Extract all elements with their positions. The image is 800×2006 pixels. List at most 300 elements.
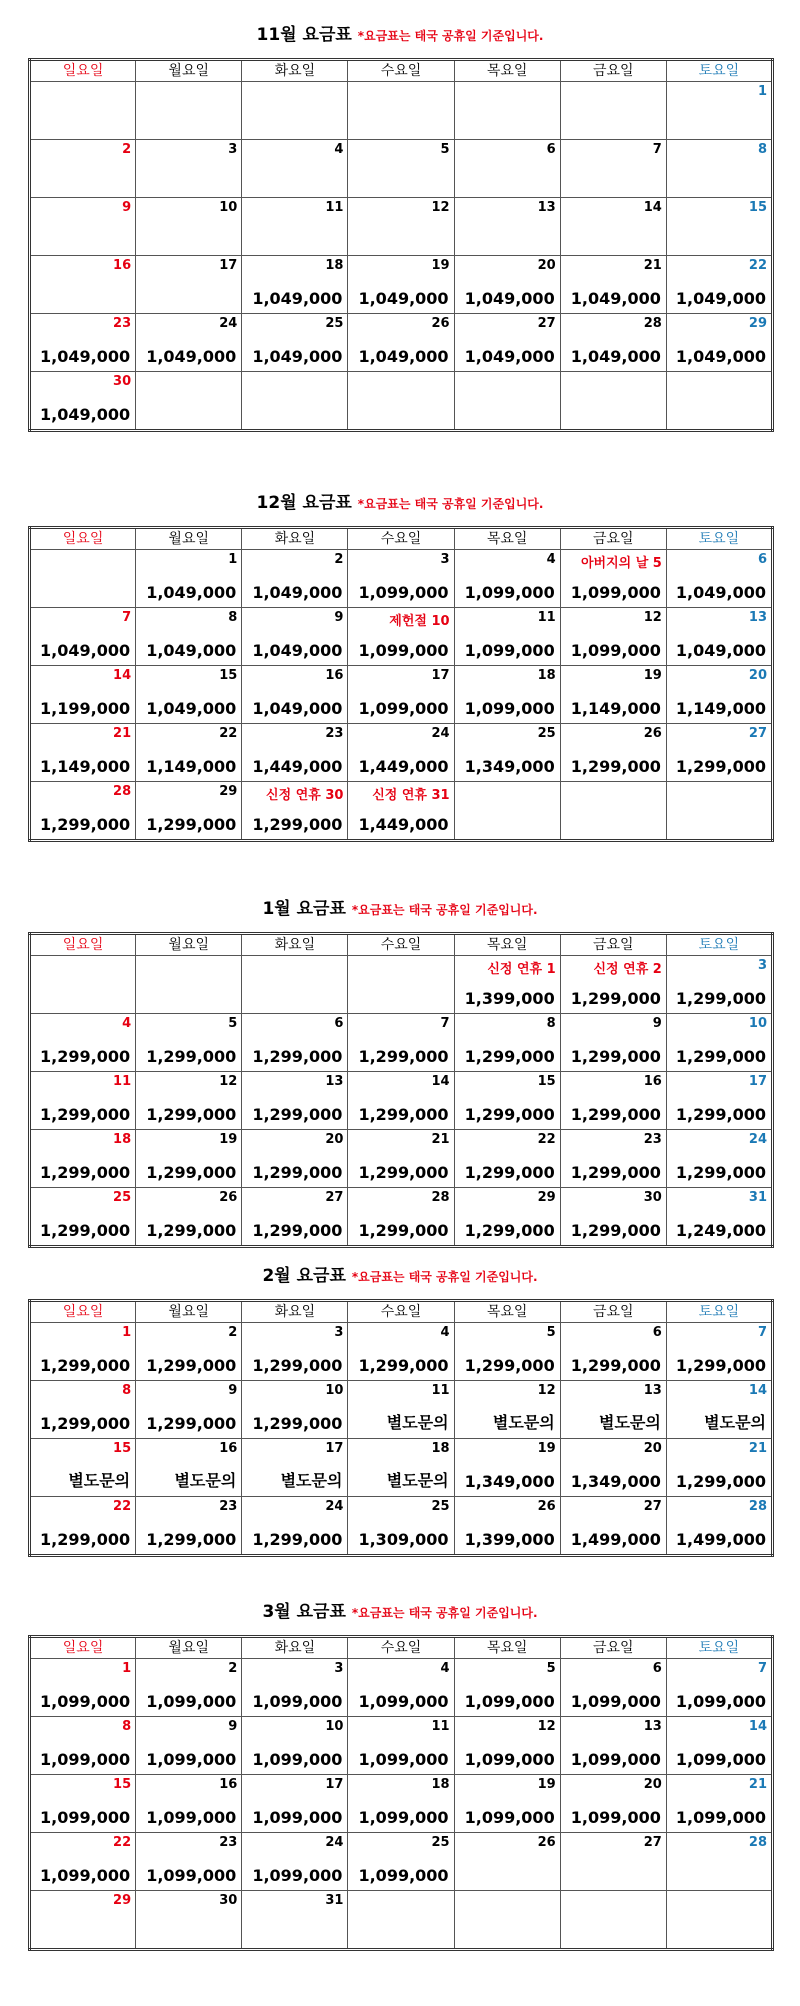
day-price: 1,049,000: [358, 347, 449, 366]
day-cell: [242, 1381, 348, 1439]
day-number: 25: [325, 316, 344, 331]
day-cell: [242, 82, 348, 140]
weekday-header: 화요일: [242, 1301, 348, 1323]
day-price: 1,049,000: [464, 347, 555, 366]
day-cell: [242, 1891, 348, 1950]
day-number: 13: [643, 1383, 662, 1398]
weekday-header: 일요일: [30, 934, 136, 956]
day-cell: [560, 140, 666, 198]
week-row: [30, 1717, 773, 1775]
day-cell: [666, 1381, 772, 1439]
day-price: 1,299,000: [252, 1163, 343, 1182]
day-number: 12: [431, 200, 450, 215]
day-price: 1,099,000: [570, 1750, 661, 1769]
day-cell: [242, 782, 348, 841]
day-cell: [666, 1717, 772, 1775]
day-cell: [560, 1381, 666, 1439]
day-number: 15: [219, 668, 238, 683]
day-number: 19: [219, 1132, 238, 1147]
week-row: [30, 314, 773, 372]
day-number: 18: [325, 258, 344, 273]
day-number: 14: [643, 200, 662, 215]
day-cell: [666, 1497, 772, 1556]
day-number: 8: [122, 1719, 132, 1734]
weekday-header: 수요일: [348, 60, 454, 82]
day-number: 12: [537, 1719, 556, 1734]
day-number: 8: [122, 1383, 132, 1398]
week-row: [30, 1891, 773, 1950]
day-number: 22: [219, 726, 238, 741]
day-number: 29: [537, 1190, 556, 1205]
day-number: 15: [748, 200, 767, 215]
day-price: 1,049,000: [252, 699, 343, 718]
day-price: 1,049,000: [146, 699, 237, 718]
day-cell: [242, 198, 348, 256]
day-price: 1,299,000: [40, 815, 131, 834]
day-cell: [136, 1130, 242, 1188]
day-price: 1,099,000: [358, 1750, 449, 1769]
day-cell: [30, 666, 136, 724]
day-price: 별도문의: [386, 1413, 449, 1432]
day-number: 5: [546, 1661, 556, 1676]
day-number: 5: [228, 1016, 238, 1031]
day-cell: [560, 1891, 666, 1950]
day-price: 1,099,000: [464, 641, 555, 660]
day-cell: [348, 372, 454, 431]
week-row: [30, 256, 773, 314]
day-number: 9: [122, 200, 132, 215]
weekday-header-row: [30, 60, 773, 82]
day-price: 1,049,000: [570, 347, 661, 366]
holiday-basis-note: *요금표는 태국 공휴일 기준입니다.: [351, 1270, 538, 1284]
day-cell: [560, 314, 666, 372]
day-number: 6: [757, 552, 767, 567]
day-number: 30: [643, 1190, 662, 1205]
day-price: 1,299,000: [570, 1105, 661, 1124]
day-price: 1,299,000: [464, 1221, 555, 1240]
day-cell: [348, 1659, 454, 1717]
day-price: 1,099,000: [464, 1750, 555, 1769]
weekday-header: 수요일: [348, 934, 454, 956]
day-price: 1,299,000: [40, 1414, 131, 1433]
day-number: 2: [228, 1661, 238, 1676]
day-price: 1,299,000: [358, 1163, 449, 1182]
weekday-header: 토요일: [666, 1301, 772, 1323]
weekday-header: 토요일: [666, 528, 772, 550]
week-row: [30, 724, 773, 782]
day-cell: [30, 140, 136, 198]
day-number: 10: [325, 1383, 344, 1398]
day-cell: [348, 1717, 454, 1775]
day-cell: [242, 1439, 348, 1497]
day-cell: [242, 1014, 348, 1072]
day-number: 4: [122, 1016, 132, 1031]
day-price: 1,049,000: [252, 347, 343, 366]
day-cell: [136, 1659, 242, 1717]
day-cell: [30, 1891, 136, 1950]
day-cell: [454, 82, 560, 140]
weekday-header: 일요일: [30, 60, 136, 82]
day-price: 1,299,000: [40, 1163, 131, 1182]
day-number: 27: [748, 726, 767, 741]
day-number: 26: [643, 726, 662, 741]
day-price: 1,099,000: [570, 641, 661, 660]
day-price: 1,099,000: [146, 1866, 237, 1885]
day-cell: [454, 1717, 560, 1775]
day-number: 17: [219, 258, 238, 273]
day-number: 22: [113, 1499, 132, 1514]
day-cell: [666, 256, 772, 314]
day-number: 7: [652, 142, 662, 157]
day-number: 18: [431, 1441, 450, 1456]
day-cell: [666, 1833, 772, 1891]
day-number: 17: [325, 1777, 344, 1792]
day-cell: [136, 256, 242, 314]
day-price: 1,499,000: [675, 1530, 766, 1549]
day-cell: [30, 1323, 136, 1381]
day-cell: [666, 956, 772, 1014]
day-price: 1,049,000: [40, 405, 131, 424]
day-cell: [454, 140, 560, 198]
price-calendar-table: [28, 932, 774, 1248]
day-cell: [136, 608, 242, 666]
day-cell: [348, 1323, 454, 1381]
day-cell: [666, 550, 772, 608]
day-cell: [666, 1659, 772, 1717]
day-price: 1,099,000: [358, 1808, 449, 1827]
day-cell: [348, 666, 454, 724]
week-row: [30, 550, 773, 608]
day-price: 1,299,000: [570, 1356, 661, 1375]
day-number: 9: [228, 1719, 238, 1734]
day-cell: [242, 1833, 348, 1891]
day-cell: [666, 372, 772, 431]
day-number: 3: [757, 958, 767, 973]
weekday-header: 월요일: [136, 934, 242, 956]
day-cell: [560, 724, 666, 782]
day-number: 16: [643, 1074, 662, 1089]
day-number: 2: [122, 142, 132, 157]
day-number: 23: [325, 726, 344, 741]
day-price: 1,099,000: [146, 1692, 237, 1711]
day-price: 1,299,000: [570, 1163, 661, 1182]
day-price: 1,449,000: [252, 757, 343, 776]
day-cell: [348, 1439, 454, 1497]
month-title: [0, 894, 800, 924]
week-row: [30, 198, 773, 256]
day-cell: [666, 82, 772, 140]
week-row: [30, 1833, 773, 1891]
day-number: 24: [325, 1499, 344, 1514]
day-cell: [666, 198, 772, 256]
week-row: [30, 1775, 773, 1833]
day-cell: [30, 1497, 136, 1556]
month-title-text: 3월 요금표: [262, 1602, 346, 1622]
day-price: 1,299,000: [675, 1105, 766, 1124]
day-number: 4: [440, 1661, 450, 1676]
day-cell: [136, 1497, 242, 1556]
day-number: 19: [431, 258, 450, 273]
day-cell: [560, 666, 666, 724]
day-number: 14: [748, 1383, 767, 1398]
day-price: 별도문의: [174, 1471, 237, 1490]
day-number: 6: [652, 1661, 662, 1676]
day-number: 11: [537, 610, 556, 625]
day-cell: [30, 724, 136, 782]
day-cell: [30, 1014, 136, 1072]
day-price: 1,299,000: [252, 1105, 343, 1124]
day-number: 13: [537, 200, 556, 215]
weekday-header: 일요일: [30, 1637, 136, 1659]
day-price: 1,349,000: [464, 1472, 555, 1491]
day-cell: [666, 1014, 772, 1072]
weekday-header: 금요일: [560, 1637, 666, 1659]
day-number: 신정 연휴 30: [266, 788, 344, 803]
day-number: 18: [113, 1132, 132, 1147]
day-price: 1,349,000: [464, 757, 555, 776]
day-cell: [242, 256, 348, 314]
day-cell: [136, 1188, 242, 1247]
day-number: 30: [113, 374, 132, 389]
day-price: 1,099,000: [252, 1866, 343, 1885]
day-number: 신정 연휴 2: [593, 962, 662, 977]
day-price: 1,299,000: [464, 1105, 555, 1124]
day-cell: [348, 1381, 454, 1439]
day-cell: [136, 1775, 242, 1833]
day-number: 24: [748, 1132, 767, 1147]
day-number: 25: [431, 1835, 450, 1850]
day-price: 1,099,000: [146, 1808, 237, 1827]
day-price: 1,299,000: [464, 1356, 555, 1375]
day-price: 1,299,000: [252, 1530, 343, 1549]
day-cell: [560, 550, 666, 608]
day-cell: [348, 782, 454, 841]
day-price: 1,299,000: [464, 1047, 555, 1066]
day-number: 30: [219, 1893, 238, 1908]
day-number: 15: [113, 1441, 132, 1456]
day-cell: [30, 1439, 136, 1497]
day-cell: [560, 198, 666, 256]
day-number: 1: [122, 1661, 132, 1676]
week-row: [30, 1130, 773, 1188]
day-cell: [136, 1323, 242, 1381]
day-cell: [242, 1188, 348, 1247]
day-cell: [242, 550, 348, 608]
holiday-basis-note: *요금표는 태국 공휴일 기준입니다.: [351, 903, 538, 917]
day-cell: [666, 1188, 772, 1247]
weekday-header: 토요일: [666, 934, 772, 956]
day-cell: [30, 1833, 136, 1891]
day-number: 3: [228, 142, 238, 157]
day-cell: [136, 1072, 242, 1130]
day-cell: [560, 1717, 666, 1775]
day-cell: [454, 1323, 560, 1381]
price-calendar-table: [28, 58, 774, 432]
day-price: 1,049,000: [146, 583, 237, 602]
day-number: 21: [748, 1777, 767, 1792]
day-cell: [560, 1072, 666, 1130]
day-price: 1,299,000: [675, 1163, 766, 1182]
day-number: 24: [219, 316, 238, 331]
weekday-header: 목요일: [454, 1301, 560, 1323]
day-cell: [348, 82, 454, 140]
day-price: 1,099,000: [40, 1750, 131, 1769]
day-price: 1,099,000: [358, 583, 449, 602]
day-price: 1,049,000: [40, 641, 131, 660]
day-number: 26: [537, 1835, 556, 1850]
day-price: 1,049,000: [146, 641, 237, 660]
weekday-header: 수요일: [348, 1637, 454, 1659]
day-cell: [454, 666, 560, 724]
day-number: 23: [113, 316, 132, 331]
day-cell: [242, 1072, 348, 1130]
day-cell: [454, 550, 560, 608]
day-number: 27: [537, 316, 556, 331]
day-number: 7: [122, 610, 132, 625]
day-price: 1,049,000: [252, 583, 343, 602]
day-number: 12: [219, 1074, 238, 1089]
day-number: 21: [748, 1441, 767, 1456]
day-cell: [348, 1072, 454, 1130]
week-row: [30, 608, 773, 666]
day-number: 2: [334, 552, 344, 567]
weekday-header: 목요일: [454, 60, 560, 82]
day-price: 1,299,000: [40, 1530, 131, 1549]
weekday-header: 일요일: [30, 1301, 136, 1323]
weekday-header: 화요일: [242, 934, 348, 956]
day-number: 신정 연휴 31: [372, 788, 450, 803]
day-number: 21: [113, 726, 132, 741]
day-cell: [454, 1130, 560, 1188]
day-number: 19: [537, 1777, 556, 1792]
weekday-header: 목요일: [454, 528, 560, 550]
day-number: 25: [113, 1190, 132, 1205]
day-price: 1,299,000: [40, 1356, 131, 1375]
day-cell: [348, 724, 454, 782]
day-cell: [136, 666, 242, 724]
day-number: 9: [652, 1016, 662, 1031]
day-price: 1,099,000: [570, 583, 661, 602]
day-price: 1,199,000: [40, 699, 131, 718]
price-calendar-table: [28, 1299, 774, 1557]
day-number: 20: [537, 258, 556, 273]
day-price: 1,099,000: [252, 1808, 343, 1827]
day-price: 1,049,000: [358, 289, 449, 308]
day-cell: [560, 372, 666, 431]
day-price: 1,349,000: [570, 1472, 661, 1491]
day-number: 3: [334, 1661, 344, 1676]
day-cell: [560, 1833, 666, 1891]
week-row: [30, 1497, 773, 1556]
day-cell: [560, 1130, 666, 1188]
day-cell: [136, 1833, 242, 1891]
day-cell: [30, 82, 136, 140]
day-cell: [666, 1775, 772, 1833]
day-cell: [136, 198, 242, 256]
day-number: 14: [431, 1074, 450, 1089]
day-cell: [30, 1381, 136, 1439]
day-cell: [136, 314, 242, 372]
day-cell: [454, 1891, 560, 1950]
weekday-header-row: [30, 528, 773, 550]
price-calendar-table: [28, 1635, 774, 1951]
day-price: 1,049,000: [40, 347, 131, 366]
week-row: [30, 956, 773, 1014]
month-title-text: 1월 요금표: [262, 899, 346, 919]
day-price: 1,099,000: [252, 1750, 343, 1769]
day-cell: [666, 1323, 772, 1381]
day-cell: [136, 1717, 242, 1775]
day-price: 1,049,000: [675, 289, 766, 308]
day-cell: [136, 82, 242, 140]
day-number: 20: [643, 1441, 662, 1456]
day-number: 1: [122, 1325, 132, 1340]
day-cell: [242, 314, 348, 372]
weekday-header: 화요일: [242, 60, 348, 82]
day-cell: [560, 1439, 666, 1497]
day-cell: [30, 256, 136, 314]
day-number: 18: [537, 668, 556, 683]
day-number: 29: [219, 784, 238, 799]
day-number: 13: [748, 610, 767, 625]
day-number: 3: [440, 552, 450, 567]
month-title: [0, 20, 800, 50]
weekday-header: 수요일: [348, 528, 454, 550]
day-price: 1,299,000: [252, 1221, 343, 1240]
week-row: [30, 782, 773, 841]
day-cell: [242, 372, 348, 431]
day-number: 22: [113, 1835, 132, 1850]
day-cell: [666, 1130, 772, 1188]
day-cell: [136, 956, 242, 1014]
day-cell: [348, 1130, 454, 1188]
day-cell: [560, 82, 666, 140]
day-price: 1,099,000: [570, 1692, 661, 1711]
day-cell: [666, 608, 772, 666]
day-cell: [30, 1659, 136, 1717]
day-cell: [454, 1775, 560, 1833]
day-price: 1,249,000: [675, 1221, 766, 1240]
day-price: 1,099,000: [358, 1866, 449, 1885]
day-price: 1,309,000: [358, 1530, 449, 1549]
day-number: 17: [325, 1441, 344, 1456]
day-cell: [242, 956, 348, 1014]
day-number: 26: [537, 1499, 556, 1514]
day-number: 7: [440, 1016, 450, 1031]
day-cell: [30, 1717, 136, 1775]
day-price: 1,299,000: [675, 1356, 766, 1375]
day-number: 4: [546, 552, 556, 567]
week-row: [30, 1659, 773, 1717]
month-title: [0, 1261, 800, 1291]
day-number: 27: [643, 1499, 662, 1514]
day-number: 제헌절 10: [389, 614, 450, 629]
day-price: 별도문의: [68, 1471, 131, 1490]
day-number: 3: [334, 1325, 344, 1340]
day-cell: [348, 1833, 454, 1891]
day-price: 별도문의: [492, 1413, 555, 1432]
day-cell: [30, 1130, 136, 1188]
day-number: 16: [219, 1441, 238, 1456]
day-price: 1,299,000: [675, 1472, 766, 1491]
week-row: [30, 666, 773, 724]
day-number: 17: [431, 668, 450, 683]
day-cell: [454, 1833, 560, 1891]
day-price: 1,099,000: [570, 1808, 661, 1827]
day-number: 23: [219, 1835, 238, 1850]
day-cell: [136, 1439, 242, 1497]
day-number: 19: [537, 1441, 556, 1456]
